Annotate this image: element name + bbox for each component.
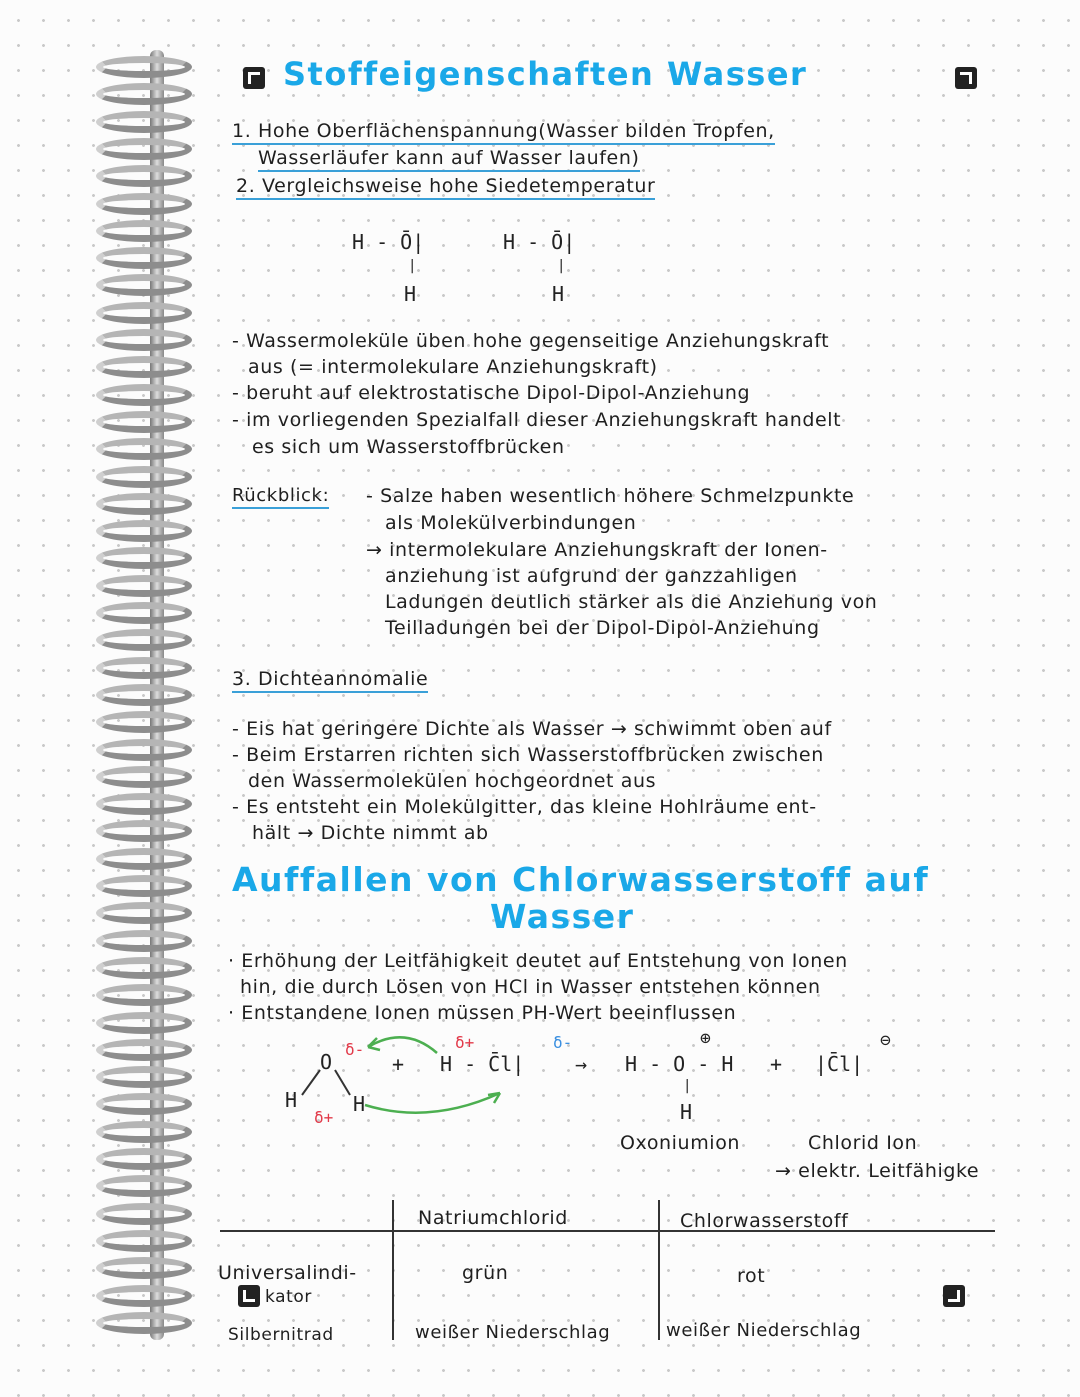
spiral-ring [96, 1066, 192, 1088]
conductivity-note: → elektr. Leitfähigke [775, 1160, 980, 1182]
spiral-ring [96, 1039, 192, 1061]
spiral-ring [96, 1230, 192, 1252]
spiral-ring [96, 793, 192, 815]
spiral-ring [96, 384, 192, 406]
spiral-ring [96, 1203, 192, 1225]
reaction-h-low: H [353, 1092, 366, 1116]
spiral-ring [96, 220, 192, 242]
spiral-ring [96, 575, 192, 597]
spiral-ring [96, 1093, 192, 1115]
review-line-5: Ladungen deutlich stärker als die Anziehung von [385, 591, 878, 613]
table-header-rule [220, 1230, 995, 1232]
review-label: Rückblick: [232, 485, 329, 509]
property-1-line-1: 1. Hohe Oberflächenspannung(Wasser bilden Tropfen, [232, 120, 775, 145]
spiral-ring [96, 438, 192, 460]
spiral-ring [96, 411, 192, 433]
density-bullet-2-line-1: - Beim Erstarren richten sich Wasserstoffbrücken zwischen [232, 744, 824, 766]
reaction-chloride: |C̄l| [815, 1052, 864, 1076]
property-1-line-2: Wasserläufer kann auf Wasser laufen) [258, 147, 640, 172]
spiral-ring [96, 684, 192, 706]
table-col-divider-1 [392, 1200, 394, 1340]
oplus-icon: ⊕ [700, 1028, 711, 1049]
reaction-plus-2: + [770, 1052, 783, 1076]
water-structure-1-h: H [404, 282, 417, 306]
oxonium-label: Oxoniumion [620, 1132, 741, 1154]
property-2: 2. Vergleichsweise hohe Siedetemperatur [236, 175, 655, 200]
spiral-ring [96, 356, 192, 378]
spiral-ring [96, 1175, 192, 1197]
table-row1-nacl: grün [462, 1262, 509, 1284]
corner-mark-top-left-icon [243, 67, 265, 89]
ominus-icon: ⊖ [880, 1030, 891, 1051]
section-title-line-1: Auffallen von Chlorwasserstoff auf [232, 860, 930, 899]
density-bullet-1: - Eis hat geringere Dichte als Wasser → schwimmt oben auf [232, 718, 832, 740]
table-header-nacl: Natriumchlorid [418, 1207, 568, 1229]
spiral-ring [96, 193, 192, 215]
hcl-bullet-1-line-1: · Erhöhung der Leitfähigkeit deutet auf Entstehung von Ionen [228, 950, 848, 972]
table-row1-label-line-1: Universalindi- [218, 1262, 357, 1284]
delta-minus-cl: δ- [553, 1033, 573, 1052]
spiral-ring [96, 302, 192, 324]
spiral-ring [96, 493, 192, 515]
table-row1-label-line-2: kator [265, 1287, 313, 1307]
reaction-oxonium-bond: | [683, 1078, 692, 1094]
review-line-2: als Molekülverbindungen [385, 512, 637, 534]
review-line-1: - Salze haben wesentlich höhere Schmelzpunkte [366, 485, 855, 507]
reaction-oxonium-h: H [680, 1100, 693, 1124]
bullet-1-line-2: aus (= intermolekulare Anziehungskraft) [248, 356, 658, 378]
spiral-ring [96, 111, 192, 133]
spiral-ring [96, 711, 192, 733]
bullet-1-line-1: - Wassermoleküle üben hohe gegenseitige Anziehungskraft [232, 330, 830, 352]
table-col-divider-2 [658, 1200, 660, 1340]
water-structure-2-top: H - Ō| [503, 230, 576, 254]
table-row2-hcl: weißer Niederschlag [666, 1320, 862, 1341]
spiral-ring [96, 165, 192, 187]
spiral-ring [96, 739, 192, 761]
water-structure-1-top: H - Ō| [352, 230, 425, 254]
reaction-h-left: H [285, 1088, 298, 1112]
delta-plus-h-water: δ+ [314, 1108, 334, 1127]
water-structure-2-h: H [552, 282, 565, 306]
spiral-ring [96, 875, 192, 897]
spiral-ring [96, 629, 192, 651]
table-header-hcl: Chlorwasserstoff [680, 1210, 849, 1232]
property-3: 3. Dichteannomalie [232, 668, 428, 693]
spiral-ring [96, 547, 192, 569]
density-bullet-2-line-2: den Wassermolekülen hochgeordnet aus [248, 770, 657, 792]
reaction-oxonium: H - O - H [625, 1052, 734, 1076]
chloride-label: Chlorid Ion [808, 1132, 918, 1154]
spiral-ring [96, 83, 192, 105]
spiral-ring [96, 329, 192, 351]
spiral-ring [96, 930, 192, 952]
review-line-4: anziehung ist aufgrund der ganzzahligen [385, 565, 798, 587]
spiral-ring [96, 984, 192, 1006]
section-title-line-2: Wasser [490, 897, 635, 936]
page-title: Stoffeigenschaften Wasser [283, 55, 808, 93]
hcl-bullet-1-line-2: hin, die durch Lösen von HCl in Wasser entstehen können [240, 976, 821, 998]
spiral-ring [96, 848, 192, 870]
bullet-3-line-2: es sich um Wasserstoffbrücken [252, 436, 565, 458]
reaction-oxygen: O [320, 1050, 333, 1074]
bullet-3-line-1: - im vorliegenden Spezialfall dieser Anziehungskraft handelt [232, 409, 842, 431]
water-structure-2-bond: | [557, 258, 566, 274]
review-line-6: Teilladungen bei der Dipol-Dipol-Anziehung [385, 617, 820, 639]
spiral-ring [96, 56, 192, 78]
spiral-ring [96, 466, 192, 488]
spiral-ring [96, 138, 192, 160]
reaction-plus-1: + [392, 1052, 405, 1076]
spiral-ring [96, 1257, 192, 1279]
spiral-ring [96, 520, 192, 542]
table-row2-label: Silbernitrad [228, 1325, 334, 1345]
table-row2-nacl: weißer Niederschlag [415, 1322, 611, 1343]
spiral-ring [96, 1285, 192, 1307]
spiral-ring [96, 274, 192, 296]
table-row1-hcl: rot [737, 1265, 766, 1287]
spiral-ring [96, 957, 192, 979]
spiral-ring [96, 902, 192, 924]
density-bullet-3-line-2: hält → Dichte nimmt ab [252, 822, 489, 844]
corner-mark-top-right-icon [955, 67, 977, 89]
spiral-ring [96, 820, 192, 842]
delta-minus-o: δ- [345, 1040, 365, 1059]
bullet-2: - beruht auf elektrostatische Dipol-Dipol-Anziehung [232, 382, 751, 404]
reaction-hcl: H - C̄l| [440, 1052, 525, 1076]
spiral-ring [96, 1121, 192, 1143]
green-arrow-bottom [365, 1093, 500, 1113]
density-bullet-3-line-1: - Es entsteht ein Molekülgitter, das kleine Hohlräume ent- [232, 796, 817, 818]
spiral-ring [96, 1312, 192, 1334]
spiral-binding [92, 50, 202, 1340]
spiral-ring [96, 1012, 192, 1034]
hcl-bullet-2: · Entstandene Ionen müssen PH-Wert beeinflussen [228, 1002, 737, 1024]
spiral-ring [96, 1148, 192, 1170]
corner-mark-bottom-left-icon [238, 1285, 260, 1307]
spiral-ring [96, 766, 192, 788]
spiral-ring [96, 602, 192, 624]
review-line-3: → intermolekulare Anziehungskraft der Ionen- [366, 539, 828, 561]
delta-plus-h-hcl: δ+ [455, 1033, 475, 1052]
spiral-ring [96, 657, 192, 679]
spiral-ring [96, 247, 192, 269]
water-structure-1-bond: | [408, 258, 417, 274]
reaction-arrow: → [575, 1052, 588, 1076]
corner-mark-bottom-right-icon [943, 1285, 965, 1307]
